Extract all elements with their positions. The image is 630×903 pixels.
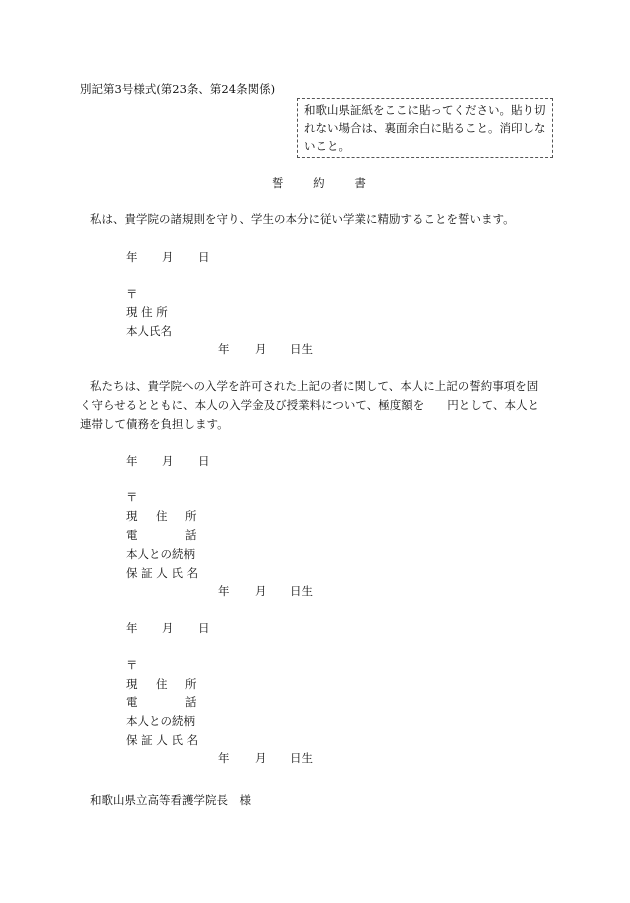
revenue-stamp-box [297,98,553,158]
stamp-note-line: いこと。 [304,139,350,153]
guarantor2-name-label: 保 証 人 氏 名 [126,733,199,747]
guarantor2-date-day: 日 [198,621,210,635]
label-char: 住 [156,677,168,691]
guarantor2-birth-month: 月 [255,751,267,765]
student-date-month: 月 [162,250,174,264]
student-name-label: 本人氏名 [126,324,172,338]
guarantor2-address-label [126,677,197,691]
stamp-note-line: れない場合は、裏面余白に貼ること。消印しな [304,121,546,135]
label-char: 所 [185,509,197,523]
postal-mark: 〒 [126,287,138,301]
guarantor1-birth-day: 日生 [290,584,313,598]
label-char: 住 [156,509,168,523]
postal-mark: 〒 [126,658,138,672]
guarantor2-relation-label: 本人との続柄 [126,714,195,728]
guarantor2-phone-label [126,695,197,709]
student-birth-day: 日生 [290,342,313,356]
title-char: 書 [354,176,366,190]
guarantor2-date-year: 年 [126,621,138,635]
student-date-day: 日 [198,250,210,264]
guarantor1-relation-label: 本人との続柄 [126,547,195,561]
guarantor-statement-line: 私たちは、貴学院への入学を許可された上記の者に関して、本人に上記の誓約事項を固 [90,379,539,393]
label-char: 現 [126,677,138,691]
student-address-label: 現 住 所 [126,305,168,319]
guarantor1-name-label: 保 証 人 氏 名 [126,566,199,580]
student-birth-month: 月 [255,342,267,356]
guarantor2-birth-year: 年 [218,751,230,765]
stamp-note-line: 和歌山県証紙をここに貼ってください。貼り切 [304,103,546,117]
label-char: 電 [126,528,138,542]
guarantor1-phone-label [126,528,197,542]
student-date-year: 年 [126,250,138,264]
document-title [272,178,366,190]
guarantor1-birth-month: 月 [255,584,267,598]
label-char: 所 [185,677,197,691]
label-char: 話 [185,695,197,709]
student-birth-year: 年 [218,342,230,356]
addressee: 和歌山県立高等看護学院長 様 [90,793,251,807]
guarantor1-date-day: 日 [198,454,210,468]
guarantor1-date-month: 月 [162,454,174,468]
student-pledge: 私は、貴学院の諸規則を守り、学生の本分に従い学業に精励することを誓います。 [90,212,515,226]
label-char: 現 [126,509,138,523]
form-label: 別記第3号様式(第23条、第24条関係) [80,82,276,96]
guarantor2-date-month: 月 [162,621,174,635]
guarantor1-address-label [126,509,197,523]
guarantor-statement-line: 連帯して債務を負担します。 [80,417,229,431]
postal-mark: 〒 [126,490,138,504]
guarantor1-birth-year: 年 [218,584,230,598]
guarantor-statement-line: く守らせるとともに、本人の入学金及び授業料について、極度額を 円として、本人と [80,398,539,412]
title-char: 約 [313,176,325,190]
guarantor1-date-year: 年 [126,454,138,468]
title-char: 誓 [272,176,284,190]
guarantor2-birth-day: 日生 [290,751,313,765]
label-char: 話 [185,528,197,542]
label-char: 電 [126,695,138,709]
